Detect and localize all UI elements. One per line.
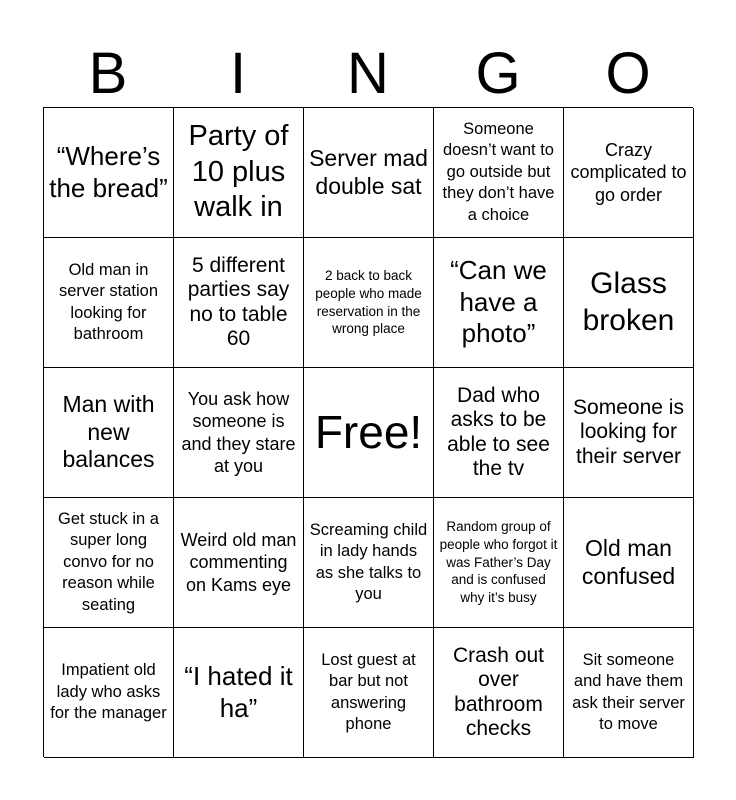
cell-text: Dad who asks to be able to see the tv: [447, 383, 550, 480]
bingo-cell-r1c5[interactable]: [564, 108, 694, 238]
bingo-cell-r4c3[interactable]: [304, 498, 434, 628]
cell-text: Weird old man commenting on Kams eye: [180, 530, 297, 595]
bingo-cell-r3c5[interactable]: [564, 368, 694, 498]
cell-text: 5 different parties say no to table 60: [187, 253, 290, 350]
cell-text: 2 back to back people who made reservation in the wrong place: [315, 267, 422, 337]
bingo-cell-r1c2[interactable]: [174, 108, 304, 238]
free-space-text: Free!: [314, 406, 423, 459]
cell-text: Old man confused: [581, 534, 676, 589]
bingo-cell-r1c4[interactable]: [434, 108, 564, 238]
cell-text: Party of 10 plus walk in: [188, 120, 289, 224]
header-letter-i: I: [229, 41, 247, 106]
bingo-cell-r4c5[interactable]: [564, 498, 694, 628]
cell-text: Sit someone and have them ask their server to move: [572, 650, 685, 733]
cell-text: Screaming child in lady hands as she talks to you: [309, 520, 428, 603]
bingo-cell-r5c5[interactable]: [564, 628, 694, 758]
bingo-cell-r1c1[interactable]: [44, 108, 174, 238]
bingo-cell-r5c3[interactable]: [304, 628, 434, 758]
bingo-cell-r4c1[interactable]: [44, 498, 174, 628]
cell-text: “I hated it ha”: [184, 660, 293, 723]
cell-text: Someone is looking for their server: [573, 395, 684, 468]
bingo-header: [43, 42, 693, 106]
cell-text: Get stuck in a super long convo for no reason while seating: [58, 509, 159, 614]
bingo-cell-r5c4[interactable]: [434, 628, 564, 758]
cell-text: “Where’s the bread”: [49, 140, 168, 203]
bingo-cell-r2c3[interactable]: [304, 238, 434, 368]
cell-text: Lost guest at bar but not answering phone: [321, 650, 416, 733]
bingo-cell-r2c4[interactable]: [434, 238, 564, 368]
bingo-cell-r5c1[interactable]: [44, 628, 174, 758]
header-letter-o: O: [605, 41, 651, 106]
cell-text: Someone doesn’t want to go outside but they don’t have a choice: [442, 119, 555, 224]
cell-text: Old man in server station looking for bathroom: [58, 260, 159, 343]
bingo-cell-r3c4[interactable]: [434, 368, 564, 498]
bingo-cell-r3c1[interactable]: [44, 368, 174, 498]
bingo-cell-r2c2[interactable]: [174, 238, 304, 368]
cell-text: Glass broken: [582, 266, 675, 337]
bingo-cell-r4c2[interactable]: [174, 498, 304, 628]
bingo-cell-r1c3[interactable]: [304, 108, 434, 238]
cell-text: You ask how someone is and they stare at you: [181, 388, 296, 476]
bingo-cell-r4c4[interactable]: [434, 498, 564, 628]
header-letter-n: N: [347, 41, 389, 106]
cell-text: Impatient old lady who asks for the manager: [50, 661, 167, 723]
bingo-grid: [43, 107, 693, 757]
cell-text: “Can we have a photo”: [450, 254, 547, 349]
cell-text: Random group of people who forgot it was Father’s Day and is confused why it’s busy: [439, 518, 558, 606]
bingo-cell-r3c2[interactable]: [174, 368, 304, 498]
cell-text: Crazy complicated to go order: [570, 140, 687, 205]
header-letter-g: G: [475, 41, 521, 106]
bingo-cell-r2c5[interactable]: [564, 238, 694, 368]
cell-text: Server mad double sat: [309, 144, 428, 199]
cell-text: Man with new balances: [62, 391, 155, 473]
bingo-cell-r3c3-free-space[interactable]: [304, 368, 434, 498]
bingo-cell-r5c2[interactable]: [174, 628, 304, 758]
bingo-cell-r2c1[interactable]: [44, 238, 174, 368]
header-letter-b: B: [88, 41, 128, 106]
cell-text: Crash out over bathroom checks: [452, 643, 545, 740]
